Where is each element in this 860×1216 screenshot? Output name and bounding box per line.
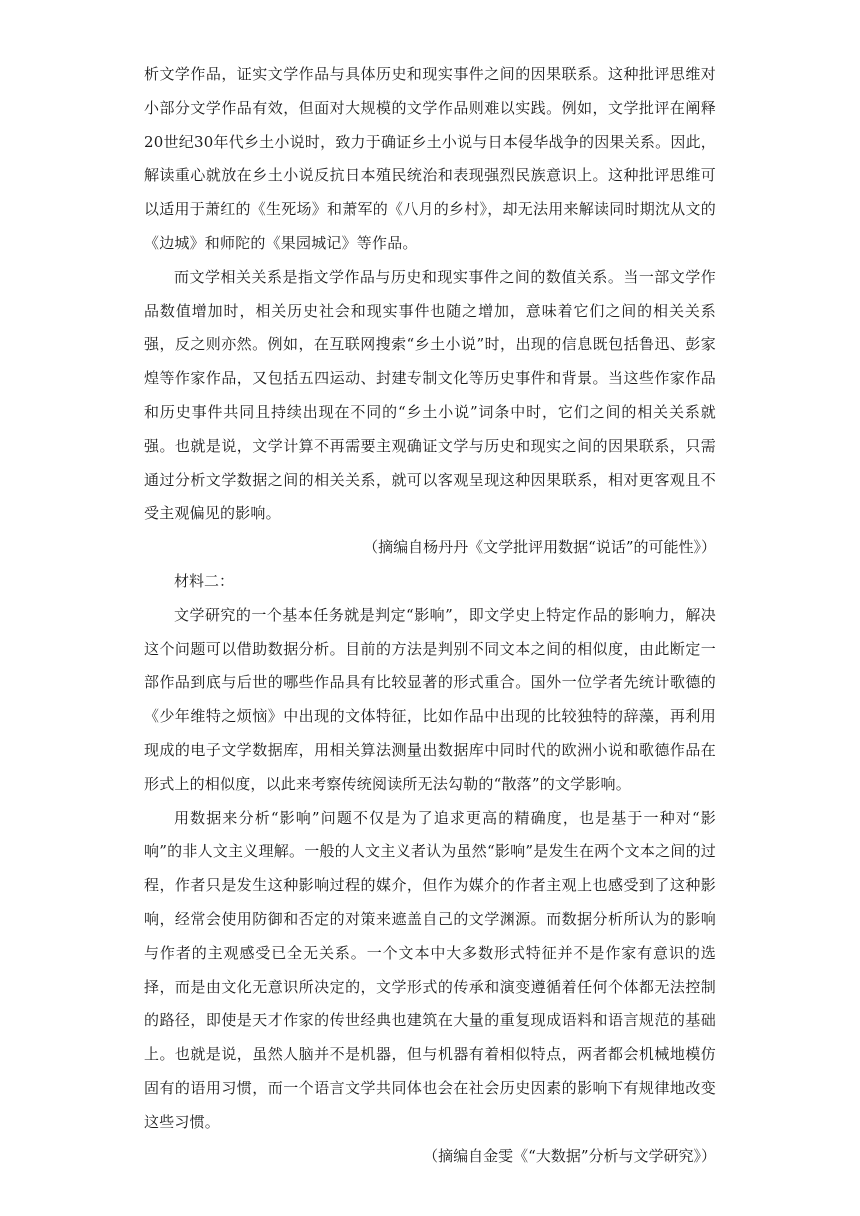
- paragraph-2: 而文学相关关系是指文学作品与历史和现实事件之间的数值关系。当一部文学作品数值增加时，相关历史社会和现实事件也随之增加，意味着它们之间的相关关系强，反之则亦然。例如，在互联网搜索“乡土小说”时，出现的信息既包括鲁迅、彭家煌等作家作品，又包括五四运动、封建专制文化等历史事件和背景。当这些作家作品和历史事件共同且持续出现在不同的“乡土小说”词条中时，它们之间的相关关系就强。也就是说，文学计算不再需要主观确证文学与历史和现实之间的因果联系，只需通过分析文学数据之间的相关关系，就可以客观呈现这种因果联系，相对更客观且不受主观偏见的影响。: [144, 267, 716, 523]
- paragraph-3: 文学研究的一个基本任务就是判定“影响”，即文学史上特定作品的影响力，解决这个问题可以借助数据分析。目前的方法是判别不同文本之间的相似度，由此断定一部作品到底与后世的哪些作品具有比较显著的形式重合。国外一位学者先统计歌德的《少年维特之烦恼》中出现的文体特征，比如作品中出现的比较独特的辞藻，再利用现成的电子文学数据库，用相关算法测量出数据库中同时代的欧洲小说和歌德作品在形式上的相似度，以此来考察传统阅读所无法勾勒的“散落”的文学影响。: [144, 605, 716, 793]
- material-2-label: 材料二：: [174, 571, 235, 590]
- paragraph-4: 用数据来分析“影响”问题不仅是为了追求更高的精确度，也是基于一种对“影响”的非人文主义理解。一般的人文主义者认为虽然“影响”是发生在两个文本之间的过程，作者只是发生这种影响过程的媒介，但作为媒介的作者主观上也感受到了这种影响，经常会使用防御和否定的对策来遮盖自己的文学渊源。而数据分析所认为的影响与作者的主观感受已全无关系。一个文本中大多数形式特征并不是作家有意识的选择，而是由文化无意识所决定的，文学形式的传承和演变遵循着任何个体都无法控制的路径，即使是天才作家的传世经典也建筑在大量的重复现成语料和语言规范的基础上。也就是说，虽然人脑并不是机器，但与机器有着相似特点，两者都会机械地模仿固有的语用习惯，而一个语言文学共同体也会在社会历史因素的影响下有规律地改变这些习惯。: [144, 808, 716, 1131]
- paragraph-1: 析文学作品，证实文学作品与具体历史和现实事件之间的因果联系。这种批评思维对小部分文学作品有效，但面对大规模的文学作品则难以实践。例如，文学批评在阐释20世纪30年代乡土小说时，致力于确证乡土小说与日本侵华战争的因果关系。因此，解读重心就放在乡土小说反抗日本殖民统治和表现强烈民族意识上。这种批评思维可以适用于萧红的《生死场》和萧军的《八月的乡村》，却无法用来解读同时期沈从文的《边城》和师陀的《果园城记》等作品。: [144, 65, 716, 252]
- source-citation-1: （摘编自杨丹丹《文学批评用数据“说话”的可能性》）: [363, 538, 716, 557]
- document-page: [144, 58, 716, 1173]
- source-citation-2: （摘编自金雯《“大数据”分析与文学研究》）: [423, 1146, 716, 1165]
